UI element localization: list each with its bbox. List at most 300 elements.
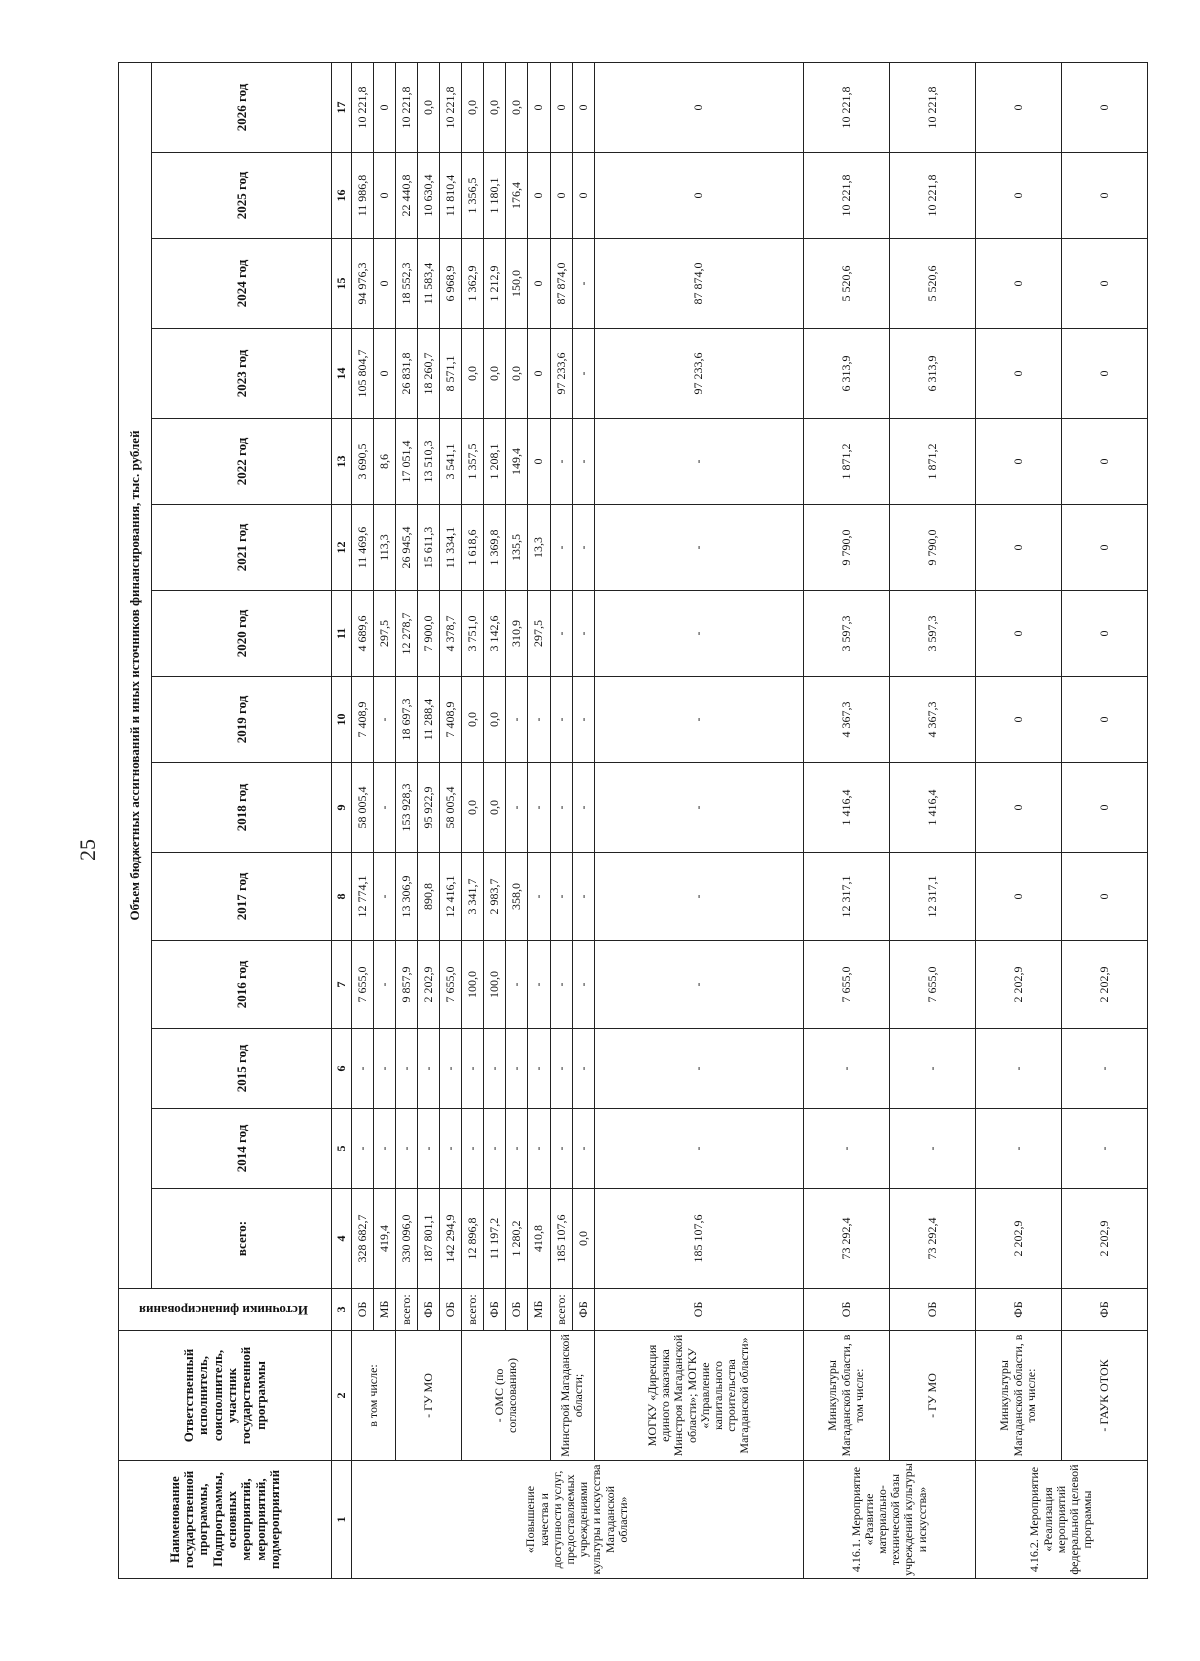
value-cell: 1 416,4 [889,763,975,853]
value-cell: 358,0 [506,853,528,941]
column-number: 1 [331,1461,351,1579]
executor-cell: Минкультуры Магаданской области, в том числе: [975,1331,1061,1461]
value-cell: 0 [1061,329,1147,419]
value-cell: - [462,1109,484,1189]
value-cell: 0 [975,419,1061,505]
header-year: 2024 год [152,239,331,329]
value-cell: 1 280,2 [506,1189,528,1289]
value-cell: 0,0 [417,62,439,152]
executor-cell: МОГКУ «Дирекция единого заказчика Минстроя Магаданской области»; МОГКУ «Управление капитального строительства Магаданской области» [594,1331,803,1461]
source-cell: ОБ [440,1289,462,1331]
header-executor: Ответственный исполнитель, соисполнитель, участник государственной программы [119,1331,332,1461]
column-number: 8 [331,853,351,941]
value-cell: 0 [594,153,803,239]
executor-cell: - ОМС (по согласованию) [462,1331,550,1461]
header-year: 2023 год [152,329,331,419]
value-cell: 0,0 [506,62,528,152]
executor-cell: Минкультуры Магаданской области, в том числе: [803,1331,889,1461]
header-name: Наименование государственной программы, Подпрограммы, основных мероприятий, мероприятий, подмероприятий [119,1461,332,1579]
value-cell: 26 945,4 [395,505,417,591]
value-cell: 0 [1061,505,1147,591]
value-cell: 0 [1061,239,1147,329]
value-cell: 9 790,0 [803,505,889,591]
value-cell: 0 [1061,591,1147,677]
value-cell: 0 [528,329,550,419]
value-cell: 297,5 [528,591,550,677]
header-year: 2022 год [152,419,331,505]
table-row [803,62,889,1578]
page-number: 25 [75,839,100,861]
value-cell: 17 051,4 [395,419,417,505]
value-cell: 0 [1061,677,1147,763]
value-cell: 0 [373,239,395,329]
value-cell: - [803,1109,889,1189]
header-source [119,1289,332,1331]
value-cell: - [506,1029,528,1109]
column-number: 17 [331,62,351,152]
table-row [395,62,417,1578]
value-cell: - [550,591,572,677]
value-cell: 73 292,4 [803,1189,889,1289]
value-cell: 5 520,6 [889,239,975,329]
value-cell: 4 367,3 [803,677,889,763]
value-cell: - [351,1109,373,1189]
value-cell: - [373,677,395,763]
value-cell: - [550,853,572,941]
value-cell: - [506,763,528,853]
value-cell: 10 221,8 [889,62,975,152]
value-cell: - [594,419,803,505]
value-cell: 1 208,1 [484,419,506,505]
value-cell: 12 317,1 [889,853,975,941]
value-cell: 0 [1061,763,1147,853]
value-cell: 0 [975,329,1061,419]
value-cell: 4 367,3 [889,677,975,763]
value-cell: 153 928,3 [395,763,417,853]
value-cell: - [417,1109,439,1189]
value-cell: 6 968,9 [440,239,462,329]
vertical-header-text: Источники финансирования [138,1302,308,1318]
value-cell: - [528,677,550,763]
source-cell: ФБ [484,1289,506,1331]
value-cell: 7 655,0 [351,941,373,1029]
value-cell: 0 [1061,62,1147,152]
value-cell: 0,0 [462,329,484,419]
value-cell: - [594,1029,803,1109]
value-cell: - [506,941,528,1029]
source-cell: ФБ [975,1289,1061,1331]
value-cell: - [506,1109,528,1189]
value-cell: 8,6 [373,419,395,505]
header-year: 2020 год [152,591,331,677]
header-year: 2026 год [152,62,331,152]
value-cell: 890,8 [417,853,439,941]
source-cell: всего: [462,1289,484,1331]
value-cell: - [528,1029,550,1109]
column-number: 12 [331,505,351,591]
column-number: 10 [331,677,351,763]
value-cell: - [550,1029,572,1109]
value-cell: - [889,1029,975,1109]
column-number: 14 [331,329,351,419]
value-cell: 1 871,2 [889,419,975,505]
value-cell: 0 [975,153,1061,239]
source-cell: ФБ [417,1289,439,1331]
table-row [889,62,975,1578]
value-cell: - [889,1109,975,1189]
value-cell: 0,0 [462,677,484,763]
value-cell: 12 774,1 [351,853,373,941]
value-cell: 419,4 [373,1189,395,1289]
value-cell: 10 221,8 [351,62,373,152]
header-year: 2014 год [152,1109,331,1189]
value-cell: 12 317,1 [803,853,889,941]
value-cell: 3 690,5 [351,419,373,505]
value-cell: - [594,591,803,677]
value-cell: 1 356,5 [462,153,484,239]
value-cell: 12 278,7 [395,591,417,677]
value-cell: - [572,239,594,329]
value-cell: 113,3 [373,505,395,591]
value-cell: 2 202,9 [1061,1189,1147,1289]
value-cell: 6 313,9 [803,329,889,419]
value-cell: - [373,941,395,1029]
value-cell: 185 107,6 [594,1189,803,1289]
value-cell: 297,5 [373,591,395,677]
value-cell: 0 [1061,853,1147,941]
value-cell: 11 986,8 [351,153,373,239]
value-cell: 4 689,6 [351,591,373,677]
source-cell: МБ [373,1289,395,1331]
executor-cell: Минстрой Магаданской области; [550,1331,594,1461]
value-cell: 7 900,0 [417,591,439,677]
budget-table [118,62,1148,1579]
value-cell: 105 804,7 [351,329,373,419]
value-cell: 0,0 [484,677,506,763]
value-cell: 328 682,7 [351,1189,373,1289]
value-cell: 9 857,9 [395,941,417,1029]
source-cell: всего: [395,1289,417,1331]
value-cell: 0,0 [484,62,506,152]
table-row [594,62,803,1578]
value-cell: 18 552,3 [395,239,417,329]
value-cell: 11 334,1 [440,505,462,591]
executor-cell: - ГУ МО [395,1331,461,1461]
value-cell: 330 096,0 [395,1189,417,1289]
column-number: 15 [331,239,351,329]
header-total: всего: [152,1189,331,1289]
header-year: 2019 год [152,677,331,763]
value-cell: - [572,677,594,763]
value-cell: 0,0 [462,763,484,853]
value-cell: - [550,1109,572,1189]
source-cell: ФБ [1061,1289,1147,1331]
column-number: 16 [331,153,351,239]
header-year: 2016 год [152,941,331,1029]
value-cell: 0 [373,62,395,152]
value-cell: 10 221,8 [440,62,462,152]
value-cell: 1 618,6 [462,505,484,591]
header-year: 2021 год [152,505,331,591]
measure-name: 4.16.1. Мероприятие «Развитие материально-технической базы учреждений культуры и искусства» [803,1461,975,1579]
value-cell: 176,4 [506,153,528,239]
measure-name: 4.16.2. Мероприятие «Реализация мероприятий федеральной целевой программы [975,1461,1147,1579]
value-cell: 3 541,1 [440,419,462,505]
value-cell: - [373,1109,395,1189]
value-cell: 0 [1061,419,1147,505]
value-cell: 58 005,4 [440,763,462,853]
value-cell: - [550,763,572,853]
value-cell: 7 408,9 [351,677,373,763]
source-cell: ОБ [506,1289,528,1331]
value-cell: 0 [975,677,1061,763]
value-cell: - [506,677,528,763]
value-cell: 22 440,8 [395,153,417,239]
value-cell: 7 655,0 [803,941,889,1029]
value-cell: - [373,853,395,941]
column-number: 4 [331,1189,351,1289]
executor-cell: - ГУ МО [889,1331,975,1461]
value-cell: 10 221,8 [803,62,889,152]
value-cell: 10 221,8 [395,62,417,152]
value-cell: 0 [572,153,594,239]
value-cell: 0 [373,329,395,419]
value-cell: - [528,1109,550,1189]
value-cell: 10 221,8 [889,153,975,239]
value-cell: 2 202,9 [975,941,1061,1029]
program-name: «Повышение качества и доступности услуг, предоставляемых учреждениями культуры и искусства Магаданской области» [351,1461,803,1579]
value-cell: 10 221,8 [803,153,889,239]
value-cell: - [440,1029,462,1109]
value-cell: 0 [975,591,1061,677]
value-cell: 0 [572,62,594,152]
header-year: 2015 год [152,1029,331,1109]
value-cell: 1 357,5 [462,419,484,505]
value-cell: - [351,1029,373,1109]
value-cell: - [594,677,803,763]
value-cell: 1 180,1 [484,153,506,239]
value-cell: 9 790,0 [889,505,975,591]
value-cell: 0,0 [506,329,528,419]
value-cell: 10 630,4 [417,153,439,239]
value-cell: 11 469,6 [351,505,373,591]
header-row [119,62,152,1578]
value-cell: 3 597,3 [803,591,889,677]
value-cell: 310,9 [506,591,528,677]
value-cell: - [484,1109,506,1189]
value-cell: 2 202,9 [417,941,439,1029]
source-cell: ОБ [889,1289,975,1331]
value-cell: 185 107,6 [550,1189,572,1289]
column-number: 2 [331,1331,351,1461]
source-cell: МБ [528,1289,550,1331]
value-cell: 97 233,6 [594,329,803,419]
executor-cell: - ГАУК ОТОК [1061,1331,1147,1461]
value-cell: - [572,329,594,419]
value-cell: 5 520,6 [803,239,889,329]
value-cell: - [572,853,594,941]
value-cell: 3 142,6 [484,591,506,677]
value-cell: 0 [373,153,395,239]
value-cell: 58 005,4 [351,763,373,853]
executor-cell: в том числе: [351,1331,395,1461]
value-cell: 87 874,0 [594,239,803,329]
value-cell: 150,0 [506,239,528,329]
value-cell: 13 510,3 [417,419,439,505]
column-number: 11 [331,591,351,677]
column-number: 9 [331,763,351,853]
value-cell: - [373,1029,395,1109]
value-cell: 12 896,8 [462,1189,484,1289]
value-cell: - [803,1029,889,1109]
value-cell: - [417,1029,439,1109]
value-cell: 1 212,9 [484,239,506,329]
value-cell: 94 976,3 [351,239,373,329]
source-cell: ОБ [803,1289,889,1331]
value-cell: 100,0 [462,941,484,1029]
value-cell: 0 [1061,153,1147,239]
table-row [975,62,1061,1578]
value-cell: 7 655,0 [889,941,975,1029]
value-cell: 0 [975,239,1061,329]
value-cell: 1 871,2 [803,419,889,505]
value-cell: 3 341,7 [462,853,484,941]
value-cell: 2 202,9 [975,1189,1061,1289]
column-number: 6 [331,1029,351,1109]
source-cell: ОБ [351,1289,373,1331]
value-cell: 18 260,7 [417,329,439,419]
value-cell: 8 571,1 [440,329,462,419]
value-cell: 142 294,9 [440,1189,462,1289]
value-cell: 1 369,8 [484,505,506,591]
value-cell: 0,0 [484,329,506,419]
column-number: 3 [331,1289,351,1331]
value-cell: 2 202,9 [1061,941,1147,1029]
value-cell: 0,0 [572,1189,594,1289]
value-cell: 0 [550,153,572,239]
value-cell: - [572,1029,594,1109]
value-cell: 95 922,9 [417,763,439,853]
header-year: 2017 год [152,853,331,941]
value-cell: 1 416,4 [803,763,889,853]
value-cell: - [572,419,594,505]
value-cell: 0 [528,419,550,505]
value-cell: 7 655,0 [440,941,462,1029]
value-cell: - [594,1109,803,1189]
value-cell: - [395,1109,417,1189]
value-cell: - [550,941,572,1029]
value-cell: 0 [594,62,803,152]
value-cell: 97 233,6 [550,329,572,419]
source-cell: ФБ [572,1289,594,1331]
value-cell: - [594,853,803,941]
value-cell: - [594,941,803,1029]
value-cell: 410,8 [528,1189,550,1289]
value-cell: - [572,763,594,853]
value-cell: 0 [975,505,1061,591]
value-cell: - [528,763,550,853]
value-cell: - [1061,1109,1147,1189]
value-cell: 87 874,0 [550,239,572,329]
table-row [462,62,484,1578]
value-cell: 0 [975,853,1061,941]
source-cell: ОБ [594,1289,803,1331]
value-cell: 0 [528,153,550,239]
value-cell: - [550,419,572,505]
value-cell: 0 [550,62,572,152]
value-cell: 12 416,1 [440,853,462,941]
value-cell: 11 197,2 [484,1189,506,1289]
value-cell: 0,0 [484,763,506,853]
value-cell: 0 [528,239,550,329]
value-cell: - [1061,1029,1147,1109]
header-year: 2025 год [152,153,331,239]
value-cell: - [572,591,594,677]
value-cell: - [975,1109,1061,1189]
value-cell: - [373,763,395,853]
value-cell: 149,4 [506,419,528,505]
value-cell: 3 597,3 [889,591,975,677]
value-cell: - [975,1029,1061,1109]
table-row [351,62,373,1578]
value-cell: 2 983,7 [484,853,506,941]
source-cell: всего: [550,1289,572,1331]
value-cell: 11 583,4 [417,239,439,329]
value-cell: 73 292,4 [889,1189,975,1289]
value-cell: - [395,1029,417,1109]
value-cell: 7 408,9 [440,677,462,763]
value-cell: 135,5 [506,505,528,591]
value-cell: 0 [975,763,1061,853]
value-cell: - [462,1029,484,1109]
value-cell: - [594,505,803,591]
value-cell: - [550,677,572,763]
column-number: 5 [331,1109,351,1189]
value-cell: 15 611,3 [417,505,439,591]
value-cell: 13,3 [528,505,550,591]
value-cell: 0,0 [462,62,484,152]
value-cell: 3 751,0 [462,591,484,677]
value-cell: 26 831,8 [395,329,417,419]
value-cell: - [550,505,572,591]
column-number-row [331,62,351,1578]
value-cell: 1 362,9 [462,239,484,329]
value-cell: 4 378,7 [440,591,462,677]
value-cell: 100,0 [484,941,506,1029]
table-row [1061,62,1147,1578]
value-cell: - [440,1109,462,1189]
value-cell: 13 306,9 [395,853,417,941]
value-cell: - [528,853,550,941]
value-cell: - [528,941,550,1029]
value-cell: 0 [528,62,550,152]
value-cell: 0 [975,62,1061,152]
value-cell: - [572,941,594,1029]
value-cell: - [572,1109,594,1189]
header-volume: Объем бюджетных ассигнований и иных источников финансирования, тыс. рублей [119,62,152,1288]
column-number: 13 [331,419,351,505]
value-cell: 11 288,4 [417,677,439,763]
value-cell: 6 313,9 [889,329,975,419]
table-row [550,62,572,1578]
header-year: 2018 год [152,763,331,853]
value-cell: - [484,1029,506,1109]
column-number: 7 [331,941,351,1029]
value-cell: 11 810,4 [440,153,462,239]
value-cell: - [572,505,594,591]
value-cell: 18 697,3 [395,677,417,763]
value-cell: - [594,763,803,853]
